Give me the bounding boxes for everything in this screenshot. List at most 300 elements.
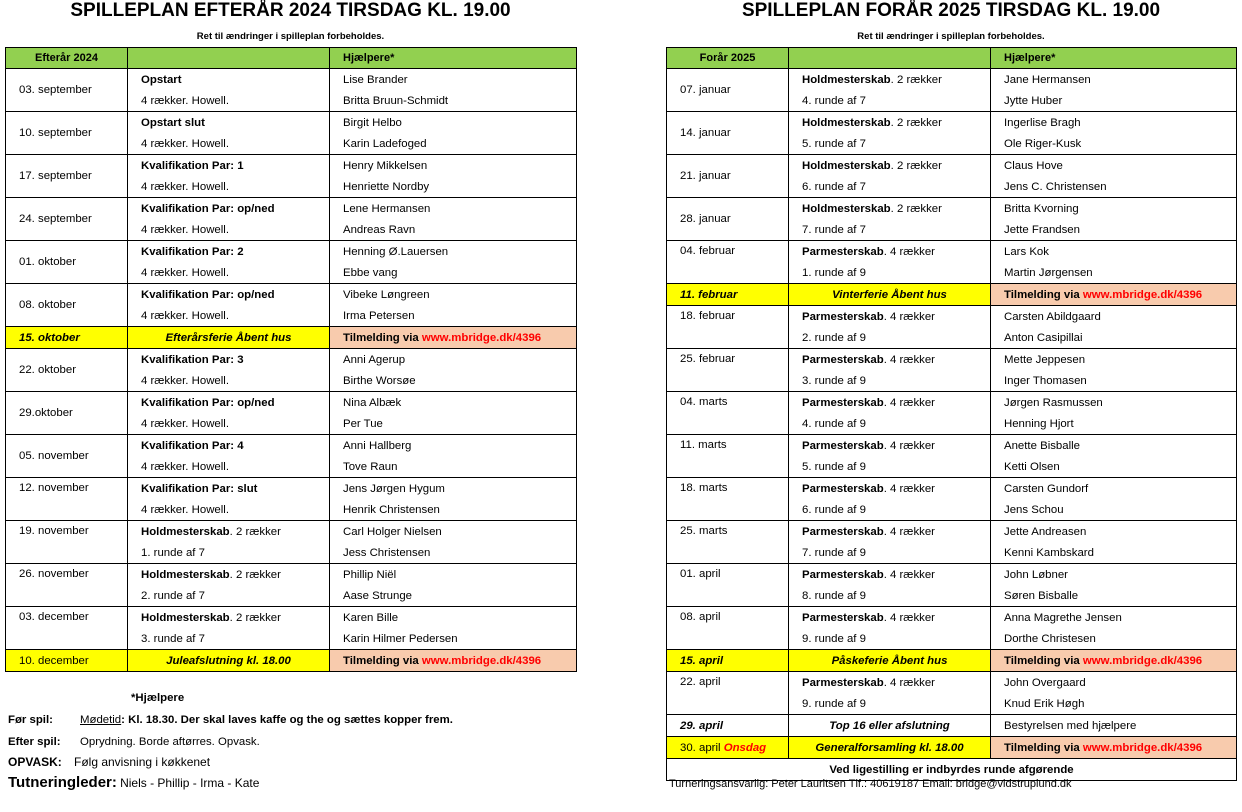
event-detail: 4 rækker. Howell. <box>128 90 330 112</box>
signup-text: Tilmelding via <box>343 654 422 667</box>
event-title-rest: . 2 rækker <box>890 116 942 129</box>
helper-2: Søren Bisballe <box>991 585 1237 607</box>
event-date: 26. november <box>6 564 128 586</box>
special-event: Juleafslutning kl. 18.00 <box>128 650 330 672</box>
event-date: 12. november <box>6 478 128 500</box>
event-title-bold: Parmesterskab <box>802 525 884 538</box>
helper-2: Ole Riger-Kusk <box>991 133 1237 155</box>
event-detail: 1. runde af 7 <box>128 542 330 564</box>
event-title-bold: Parmesterskab <box>802 568 884 581</box>
event-detail: 7. runde af 9 <box>789 542 991 564</box>
special-row <box>6 650 577 672</box>
empty-cell <box>6 499 128 521</box>
event-detail: 5. runde af 7 <box>789 133 991 155</box>
event-title <box>128 112 330 134</box>
event-title-bold: Kvalifikation Par: 3 <box>141 353 244 366</box>
event-detail-row <box>667 370 1237 392</box>
event-title <box>789 435 991 457</box>
event-date: 29.oktober <box>6 392 128 435</box>
event-title-rest: . 4 rækker <box>883 525 935 538</box>
helper-2: Dorthe Christesen <box>991 628 1237 650</box>
event-row <box>667 392 1237 414</box>
helper-1: Vibeke Løngreen <box>330 284 577 306</box>
event-date: 21. januar <box>667 155 789 198</box>
header-cell: Hjælpere* <box>330 48 577 69</box>
helper-2: Karin Ladefoged <box>330 133 577 155</box>
event-detail-row <box>667 542 1237 564</box>
helper-1: Jette Andreasen <box>991 521 1237 543</box>
helper-1: Karen Bille <box>330 607 577 629</box>
event-title <box>128 241 330 263</box>
event-title <box>789 521 991 543</box>
helper-2: Knud Erik Høgh <box>991 693 1237 715</box>
helper-1: Jane Hermansen <box>991 69 1237 91</box>
event-detail-row <box>667 327 1237 349</box>
event-detail-row <box>667 262 1237 284</box>
event-title-bold: Parmesterskab <box>802 310 884 323</box>
special-row <box>6 327 577 349</box>
event-date: 25. februar <box>667 349 789 371</box>
helper-1: Claus Hove <box>991 155 1237 177</box>
before-text: : Kl. 18.30. Der skal laves kaffe og the og sættes kopper frem. <box>121 714 453 726</box>
event-title-rest: . 4 rækker <box>883 396 935 409</box>
helper-2: Aase Strunge <box>330 585 577 607</box>
event-date: 04. februar <box>667 241 789 263</box>
event-date: 22. oktober <box>6 349 128 392</box>
event-date: 08. oktober <box>6 284 128 327</box>
event-detail: 4. runde af 7 <box>789 90 991 112</box>
helper-2: Jytte Huber <box>991 90 1237 112</box>
helper-1: Jens Jørgen Hygum <box>330 478 577 500</box>
helper-1: Carl Holger Nielsen <box>330 521 577 543</box>
event-date: 22. april <box>667 672 789 694</box>
event-detail-row <box>667 456 1237 478</box>
signup-cell <box>330 650 577 672</box>
helper-1: Phillip Niël <box>330 564 577 586</box>
event-date: 28. januar <box>667 198 789 241</box>
helper-1: Carsten Gundorf <box>991 478 1237 500</box>
event-title <box>128 478 330 500</box>
event-row <box>667 155 1237 177</box>
event-title-rest: . 4 rækker <box>883 568 935 581</box>
left-note: Ret til ændringer i spilleplan forbeholdes. <box>196 31 385 42</box>
left-title: SPILLEPLAN EFTERÅR 2024 TIRSDAG KL. 19.00 <box>70 0 511 21</box>
event-title-bold: Holdmesterskab <box>141 611 230 624</box>
event-date: 18. februar <box>667 306 789 328</box>
event-detail: 4 rækker. Howell. <box>128 413 330 435</box>
event-title-rest: . 4 rækker <box>883 611 935 624</box>
helper-2: Jess Christensen <box>330 542 577 564</box>
signup-link[interactable]: www.mbridge.dk/4396 <box>1082 288 1203 301</box>
event-detail-row <box>6 628 577 650</box>
special-event: Top 16 eller afslutning <box>789 715 991 737</box>
event-title <box>789 672 991 694</box>
helper-2: Tove Raun <box>330 456 577 478</box>
event-title-bold: Kvalifikation Par: op/ned <box>141 288 275 301</box>
event-date: 25. marts <box>667 521 789 543</box>
helper-2: Henrik Christensen <box>330 499 577 521</box>
signup-link[interactable]: www.mbridge.dk/4396 <box>421 331 542 344</box>
event-title-bold: Opstart slut <box>141 116 205 129</box>
event-detail-row <box>667 585 1237 607</box>
event-title-bold: Holdmesterskab <box>141 525 230 538</box>
event-title <box>128 521 330 543</box>
event-row <box>667 306 1237 328</box>
right-footer: Turneringsansvarlig: Peter Lauritsen Tlf.: 40619187 Email: bridge@vidstruplund.dk <box>669 778 1072 790</box>
event-title-bold: Kvalifikation Par: op/ned <box>141 396 275 409</box>
helper-1: Anni Hallberg <box>330 435 577 457</box>
date-extra: Onsdag <box>723 741 767 754</box>
event-title <box>128 392 330 414</box>
wash-row <box>8 755 210 769</box>
event-detail: 4 rækker. Howell. <box>128 456 330 478</box>
helper-1: Mette Jeppesen <box>991 349 1237 371</box>
leader-text: Niels - Phillip - Irma - Kate <box>120 776 260 790</box>
event-row <box>667 521 1237 543</box>
helper-1: Lars Kok <box>991 241 1237 263</box>
event-detail: 3. runde af 9 <box>789 370 991 392</box>
event-date: 03. september <box>6 69 128 112</box>
date-text: 30. april <box>680 741 721 754</box>
event-row <box>667 478 1237 500</box>
special-date <box>6 650 128 672</box>
meeting-time-label: Mødetid <box>80 714 122 726</box>
signup-cell <box>330 327 577 349</box>
helper-2: Anton Casipillai <box>991 327 1237 349</box>
event-detail: 7. runde af 7 <box>789 219 991 241</box>
event-date: 10. september <box>6 112 128 155</box>
helper-2: Jens C. Christensen <box>991 176 1237 198</box>
header-cell: Efterår 2024 <box>6 48 128 69</box>
event-title-rest: . 4 rækker <box>883 676 935 689</box>
helper-1: Ingerlise Bragh <box>991 112 1237 134</box>
event-row <box>6 112 577 134</box>
after-play <box>8 736 260 748</box>
leader-row <box>8 774 259 791</box>
header-cell <box>789 48 991 69</box>
event-title <box>789 241 991 263</box>
right-title: SPILLEPLAN FORÅR 2025 TIRSDAG KL. 19.00 <box>741 0 1161 21</box>
empty-cell <box>667 693 789 715</box>
helper-1: Henning Ø.Lauersen <box>330 241 577 263</box>
signup-text: Tilmelding via <box>343 331 422 344</box>
event-detail: 2. runde af 7 <box>128 585 330 607</box>
event-row <box>6 478 577 500</box>
event-title-bold: Parmesterskab <box>802 353 884 366</box>
event-row <box>667 349 1237 371</box>
event-title <box>128 349 330 371</box>
helper-1: Lene Hermansen <box>330 198 577 220</box>
empty-cell <box>6 585 128 607</box>
leader-label: Tutneringleder: <box>8 774 117 791</box>
header-row <box>667 48 1237 69</box>
event-title <box>789 306 991 328</box>
event-row <box>6 564 577 586</box>
signup-cell <box>991 737 1237 759</box>
special-row <box>667 737 1237 759</box>
event-title-bold: Parmesterskab <box>802 611 884 624</box>
event-date: 05. november <box>6 435 128 478</box>
special-row <box>667 650 1237 672</box>
event-title-rest: . 4 rækker <box>883 439 935 452</box>
special-row <box>667 715 1237 737</box>
event-title-rest: . 2 rækker <box>229 611 281 624</box>
event-title <box>789 198 991 220</box>
event-row <box>6 392 577 414</box>
empty-cell <box>667 456 789 478</box>
event-title-bold: Parmesterskab <box>802 396 884 409</box>
helper-2: Martin Jørgensen <box>991 262 1237 284</box>
event-title <box>128 198 330 220</box>
empty-cell <box>667 542 789 564</box>
special-event: Vinterferie Åbent hus <box>789 284 991 306</box>
event-title <box>789 564 991 586</box>
event-date: 07. januar <box>667 69 789 112</box>
helper-1: Anni Agerup <box>330 349 577 371</box>
helper-1: Lise Brander <box>330 69 577 91</box>
event-date: 24. september <box>6 198 128 241</box>
event-date: 08. april <box>667 607 789 629</box>
before-label: Før spil: <box>8 714 53 726</box>
right-note: Ret til ændringer i spilleplan forbeholdes. <box>857 31 1045 42</box>
helper-2: Jens Schou <box>991 499 1237 521</box>
event-detail: 6. runde af 7 <box>789 176 991 198</box>
event-title <box>789 155 991 177</box>
helper-1: Anna Magrethe Jensen <box>991 607 1237 629</box>
signup-cell <box>991 284 1237 306</box>
event-detail-row <box>667 628 1237 650</box>
event-title-rest: . 2 rækker <box>229 525 281 538</box>
helper-1: Jørgen Rasmussen <box>991 392 1237 414</box>
empty-cell <box>6 542 128 564</box>
event-title-rest: . 4 rækker <box>883 245 935 258</box>
helper-1: Birgit Helbo <box>330 112 577 134</box>
event-detail-row <box>667 413 1237 435</box>
header-cell: Hjælpere* <box>991 48 1237 69</box>
event-date: 01. oktober <box>6 241 128 284</box>
event-row <box>667 198 1237 220</box>
event-date: 11. marts <box>667 435 789 457</box>
event-detail: 6. runde af 9 <box>789 499 991 521</box>
event-title <box>128 607 330 629</box>
helper-2: Ketti Olsen <box>991 456 1237 478</box>
helper-2: Britta Bruun-Schmidt <box>330 90 577 112</box>
event-title <box>128 284 330 306</box>
event-row <box>667 69 1237 91</box>
special-row <box>667 284 1237 306</box>
event-detail: 4 rækker. Howell. <box>128 262 330 284</box>
helper-1: Carsten Abildgaard <box>991 306 1237 328</box>
event-date: 19. november <box>6 521 128 543</box>
event-row <box>6 69 577 91</box>
event-detail: 4. runde af 9 <box>789 413 991 435</box>
event-title-bold: Holdmesterskab <box>802 202 891 215</box>
event-row <box>6 198 577 220</box>
event-title <box>789 112 991 134</box>
event-title-rest: . 2 rækker <box>890 159 942 172</box>
helper-2: Karin Hilmer Pedersen <box>330 628 577 650</box>
event-title-bold: Parmesterskab <box>802 439 884 452</box>
event-detail: 4 rækker. Howell. <box>128 219 330 241</box>
signup-text: Tilmelding via <box>1004 741 1083 754</box>
event-title-rest: . 4 rækker <box>883 353 935 366</box>
empty-cell <box>6 628 128 650</box>
event-row <box>667 672 1237 694</box>
signup-link[interactable]: www.mbridge.dk/4396 <box>421 654 542 667</box>
helper-1: Britta Kvorning <box>991 198 1237 220</box>
empty-cell <box>667 413 789 435</box>
event-row <box>667 112 1237 134</box>
signup-link[interactable]: www.mbridge.dk/4396 <box>1082 741 1203 754</box>
final-note: Ved ligestilling er indbyrdes runde afgørende <box>667 759 1237 781</box>
event-title <box>789 69 991 91</box>
date-text: 11. februar <box>680 288 738 301</box>
wash-text: Følg anvisning i køkkenet <box>74 755 211 769</box>
header-cell <box>128 48 330 69</box>
event-title-bold: Holdmesterskab <box>141 568 230 581</box>
event-detail: 3. runde af 7 <box>128 628 330 650</box>
event-date: 17. september <box>6 155 128 198</box>
event-title-bold: Holdmesterskab <box>802 159 891 172</box>
event-title <box>128 69 330 91</box>
event-title <box>128 564 330 586</box>
event-date: 14. januar <box>667 112 789 155</box>
event-title-bold: Kvalifikation Par: 2 <box>141 245 244 258</box>
helper-2: Henriette Nordby <box>330 176 577 198</box>
event-title-rest: . 2 rækker <box>890 73 942 86</box>
right-schedule-table <box>666 47 1237 781</box>
event-date: 18. marts <box>667 478 789 500</box>
helper-1: John Løbner <box>991 564 1237 586</box>
event-title <box>128 435 330 457</box>
event-title <box>789 478 991 500</box>
special-date <box>6 327 128 349</box>
event-detail: 5. runde af 9 <box>789 456 991 478</box>
header-row <box>6 48 577 69</box>
date-text: 15. oktober <box>19 331 80 344</box>
helper-2: Ebbe vang <box>330 262 577 284</box>
event-detail: 4 rækker. Howell. <box>128 176 330 198</box>
event-title-bold: Kvalifikation Par: slut <box>141 482 258 495</box>
event-detail-row <box>6 542 577 564</box>
signup-cell <box>991 650 1237 672</box>
event-title-bold: Parmesterskab <box>802 676 884 689</box>
event-row <box>6 349 577 371</box>
empty-cell <box>667 327 789 349</box>
event-row <box>6 435 577 457</box>
event-detail-row <box>667 693 1237 715</box>
signup-link[interactable]: www.mbridge.dk/4396 <box>1082 654 1203 667</box>
helper-2: Kenni Kambskard <box>991 542 1237 564</box>
helper-1: Henry Mikkelsen <box>330 155 577 177</box>
helpers-title: *Hjælpere <box>131 692 185 704</box>
event-title-bold: Holdmesterskab <box>802 73 891 86</box>
event-row <box>6 284 577 306</box>
event-title-bold: Opstart <box>141 73 182 86</box>
event-row <box>667 564 1237 586</box>
empty-cell <box>667 585 789 607</box>
empty-cell <box>667 628 789 650</box>
date-text: 15. april <box>680 654 724 667</box>
signup-text: Tilmelding via <box>1004 654 1083 667</box>
event-title-bold: Kvalifikation Par: 1 <box>141 159 244 172</box>
event-title <box>789 392 991 414</box>
event-detail-row <box>6 499 577 521</box>
helper-2: Henning Hjort <box>991 413 1237 435</box>
event-detail: 4 rækker. Howell. <box>128 499 330 521</box>
helper-1: John Overgaard <box>991 672 1237 694</box>
helper-2: Irma Petersen <box>330 305 577 327</box>
after-label: Efter spil: <box>8 736 61 748</box>
empty-cell <box>667 499 789 521</box>
event-date: 03. december <box>6 607 128 629</box>
special-event: Efterårsferie Åbent hus <box>128 327 330 349</box>
left-schedule-table <box>5 47 577 672</box>
special-event: Påskeferie Åbent hus <box>789 650 991 672</box>
after-text: Oprydning. Borde aftørres. Opvask. <box>80 736 260 748</box>
event-date: 04. marts <box>667 392 789 414</box>
header-cell: Forår 2025 <box>667 48 789 69</box>
helper-1: Anette Bisballe <box>991 435 1237 457</box>
event-row <box>6 241 577 263</box>
event-title-bold: Parmesterskab <box>802 245 884 258</box>
helper-1: Nina Albæk <box>330 392 577 414</box>
event-title-rest: . 2 rækker <box>890 202 942 215</box>
event-detail: 4 rækker. Howell. <box>128 133 330 155</box>
event-row <box>667 607 1237 629</box>
empty-cell <box>667 370 789 392</box>
wash-label: OPVASK: <box>8 755 62 769</box>
date-text: 10. december <box>19 654 89 667</box>
event-row <box>667 241 1237 263</box>
special-date <box>667 284 789 306</box>
signup-text: Bestyrelsen med hjælpere <box>1004 719 1137 732</box>
helper-2: Andreas Ravn <box>330 219 577 241</box>
event-detail: 9. runde af 9 <box>789 628 991 650</box>
event-date: 01. april <box>667 564 789 586</box>
before-play <box>8 714 453 726</box>
event-title <box>789 607 991 629</box>
event-title-rest: . 4 rækker <box>883 482 935 495</box>
helper-2: Inger Thomasen <box>991 370 1237 392</box>
helper-2: Per Tue <box>330 413 577 435</box>
event-title <box>789 349 991 371</box>
special-event: Generalforsamling kl. 18.00 <box>789 737 991 759</box>
signup-cell <box>991 715 1237 737</box>
event-row <box>6 521 577 543</box>
helper-2: Jette Frandsen <box>991 219 1237 241</box>
event-title-bold: Kvalifikation Par: op/ned <box>141 202 275 215</box>
event-title <box>128 155 330 177</box>
event-detail: 4 rækker. Howell. <box>128 370 330 392</box>
event-row <box>667 435 1237 457</box>
event-detail-row <box>667 499 1237 521</box>
helper-2: Birthe Worsøe <box>330 370 577 392</box>
event-title-rest: . 2 rækker <box>229 568 281 581</box>
event-title-bold: Holdmesterskab <box>802 116 891 129</box>
signup-text: Tilmelding via <box>1004 288 1083 301</box>
event-detail-row <box>6 585 577 607</box>
date-text: 29. april <box>680 719 724 732</box>
event-title-bold: Parmesterskab <box>802 482 884 495</box>
event-title-rest: . 4 rækker <box>883 310 935 323</box>
event-detail: 9. runde af 9 <box>789 693 991 715</box>
event-title-bold: Kvalifikation Par: 4 <box>141 439 244 452</box>
special-date <box>667 737 789 759</box>
event-row <box>6 607 577 629</box>
event-detail: 1. runde af 9 <box>789 262 991 284</box>
special-date <box>667 650 789 672</box>
